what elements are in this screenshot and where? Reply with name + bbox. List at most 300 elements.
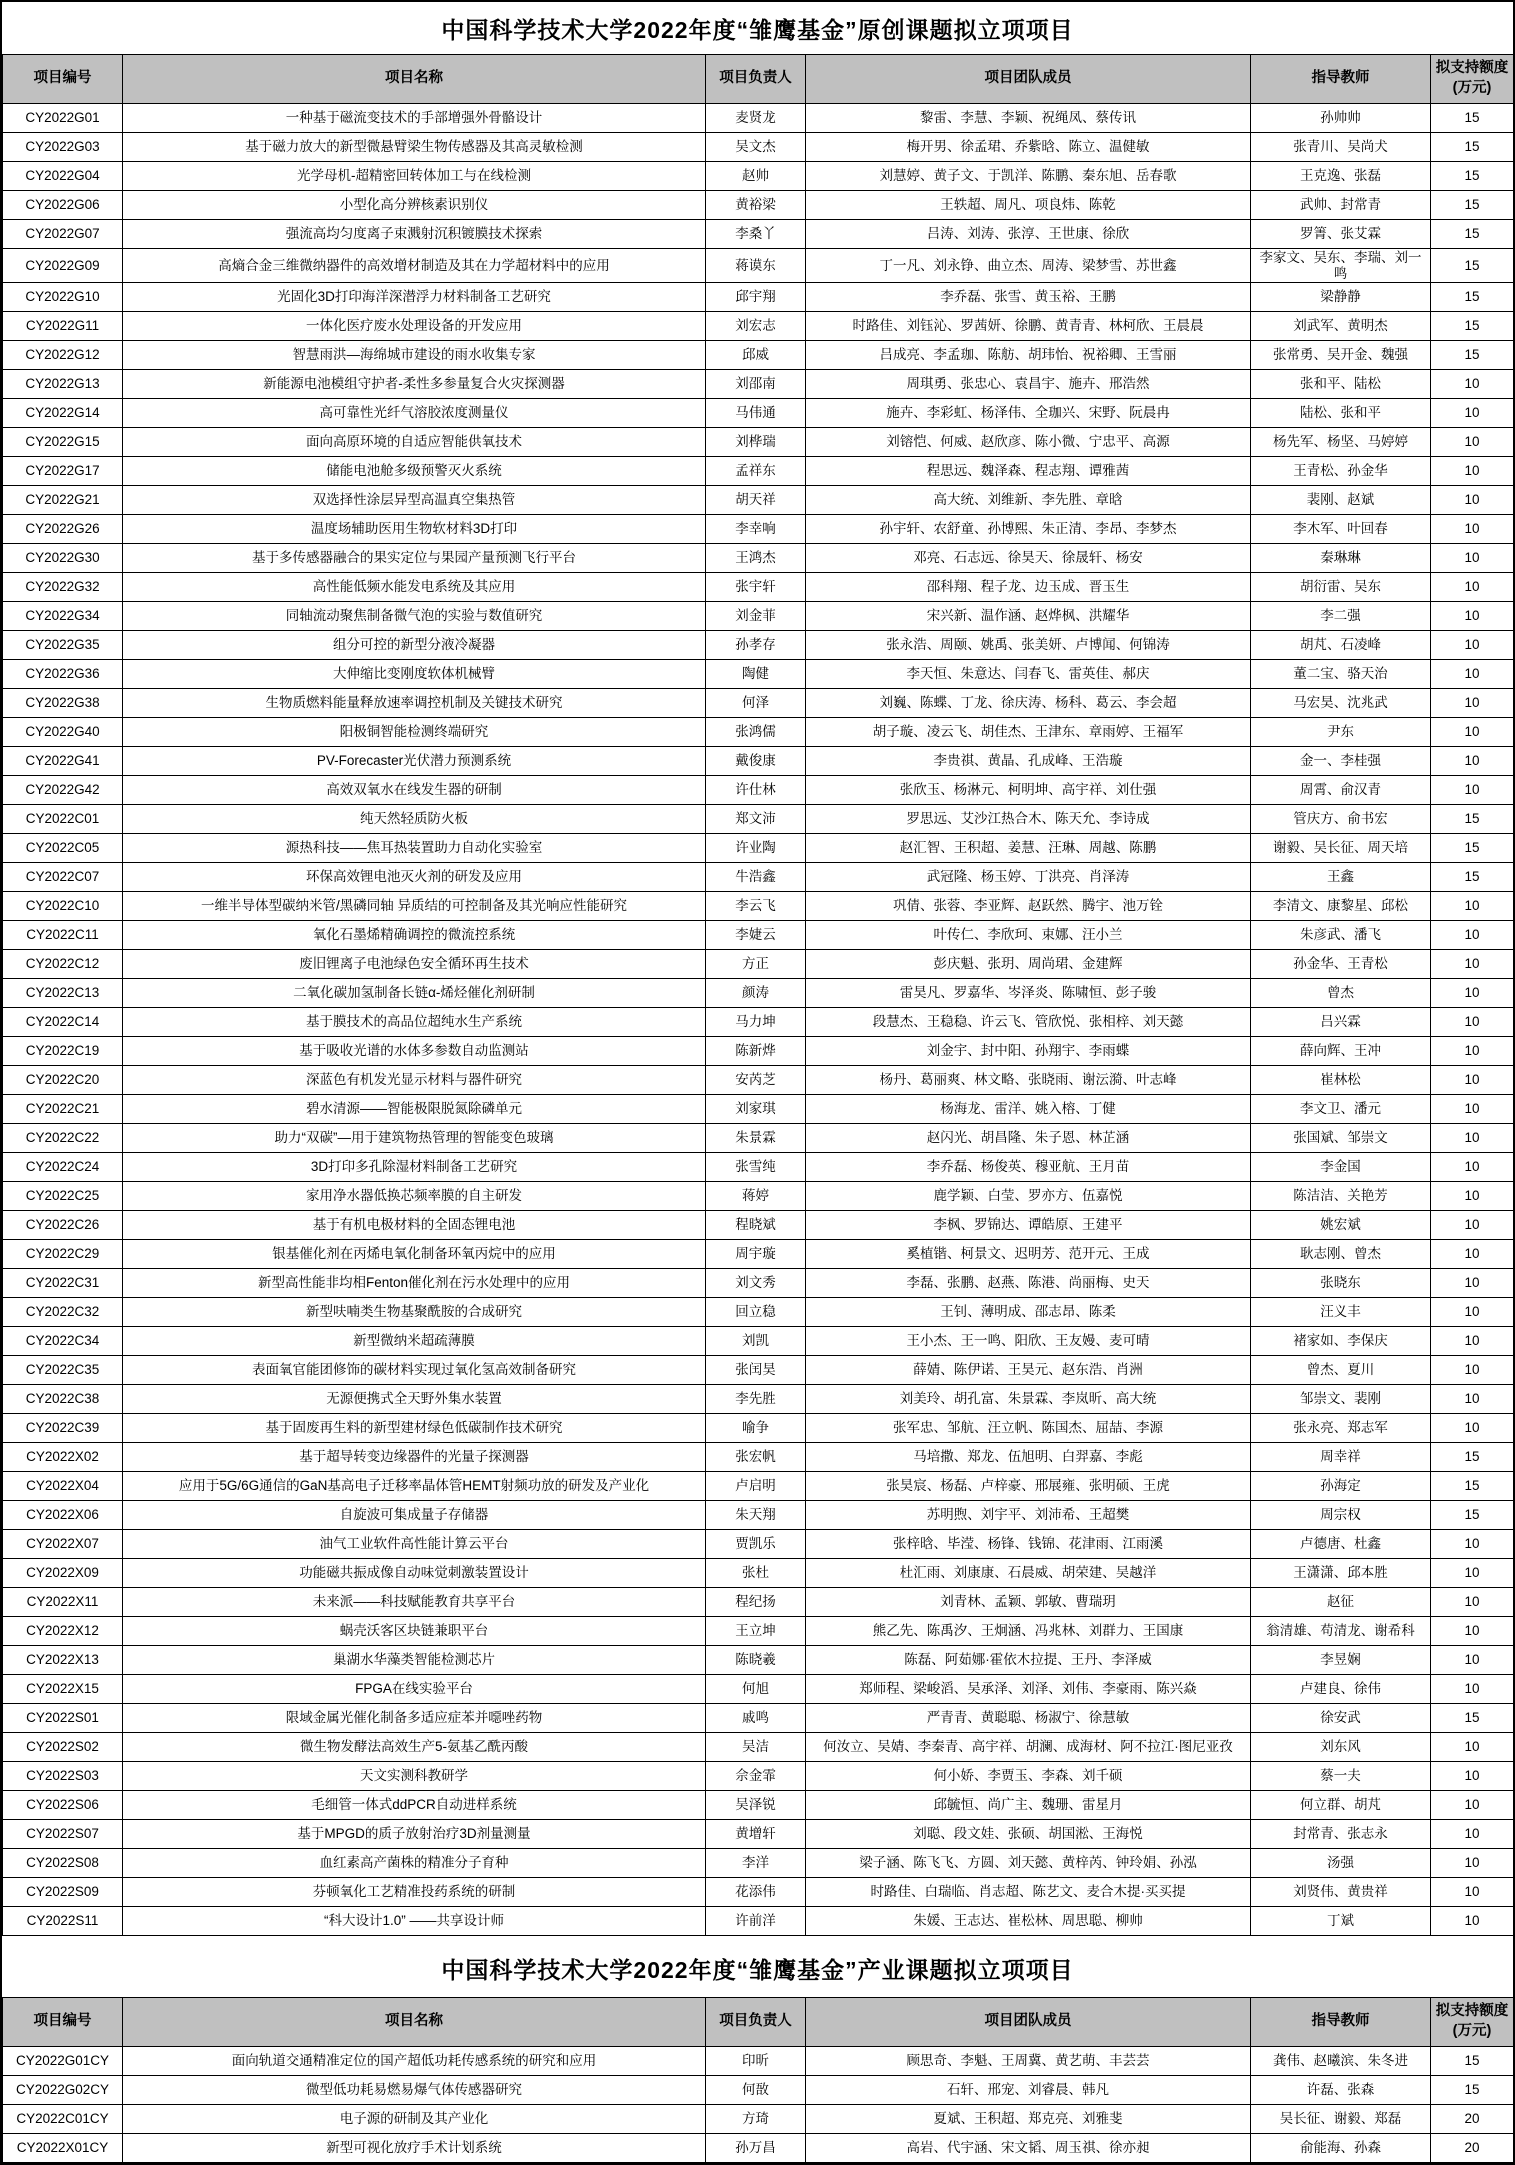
cell-project-name: 氧化石墨烯精确调控的微流控系统 xyxy=(123,921,706,950)
cell-project-id: CY2022G35 xyxy=(3,631,123,660)
cell-project-name: 无源便携式全天野外集水装置 xyxy=(123,1385,706,1414)
cell-team-members: 李贵祺、黄晶、孔成峰、王浩璇 xyxy=(806,747,1251,776)
cell-advisors: 管庆方、俞书宏 xyxy=(1251,805,1431,834)
table-row xyxy=(3,950,1514,979)
table-row xyxy=(3,1762,1514,1791)
cell-team-members: 胡子璇、凌云飞、胡佳杰、王津东、章雨婷、王福军 xyxy=(806,718,1251,747)
cell-team-members: 刘聪、段文娃、张硕、胡国淞、王海悦 xyxy=(806,1820,1251,1849)
cell-advisors: 汪义丰 xyxy=(1251,1298,1431,1327)
cell-advisors: 武帅、封常青 xyxy=(1251,191,1431,220)
table-row xyxy=(3,921,1514,950)
cell-project-id: CY2022G03 xyxy=(3,133,123,162)
cell-project-id: CY2022G15 xyxy=(3,428,123,457)
table-row xyxy=(3,2134,1514,2163)
cell-project-leader: 王立坤 xyxy=(706,1617,806,1646)
cell-amount: 15 xyxy=(1431,104,1514,133)
cell-team-members: 程思远、魏泽森、程志翔、谭雅茜 xyxy=(806,457,1251,486)
table1-body xyxy=(3,104,1514,1936)
cell-amount: 10 xyxy=(1431,892,1514,921)
cell-project-name: 组分可控的新型分液冷凝器 xyxy=(123,631,706,660)
cell-project-leader: 陈新烨 xyxy=(706,1037,806,1066)
column-header-amount: 拟支持额度(万元) xyxy=(1431,1998,1514,2047)
cell-advisors: 许磊、张森 xyxy=(1251,2076,1431,2105)
cell-project-id: CY2022G14 xyxy=(3,399,123,428)
cell-advisors: 陆松、张和平 xyxy=(1251,399,1431,428)
cell-amount: 20 xyxy=(1431,2134,1514,2163)
cell-project-id: CY2022C39 xyxy=(3,1414,123,1443)
table2-title: 中国科学技术大学2022年度“雏鹰基金”产业课题拟立项项目 xyxy=(2,1936,1513,1997)
cell-team-members: 雷昊凡、罗嘉华、岑泽炎、陈啸恒、彭子骏 xyxy=(806,979,1251,1008)
cell-project-leader: 喻争 xyxy=(706,1414,806,1443)
table2-header-row xyxy=(3,1998,1514,2047)
cell-project-id: CY2022G40 xyxy=(3,718,123,747)
cell-project-name: 深蓝色有机发光显示材料与器件研究 xyxy=(123,1066,706,1095)
column-header-project-name: 项目名称 xyxy=(123,1998,706,2047)
cell-advisors: 秦琳琳 xyxy=(1251,544,1431,573)
cell-project-name: 基于MPGD的质子放射治疗3D剂量测量 xyxy=(123,1820,706,1849)
cell-project-name: 未来派——科技赋能教育共享平台 xyxy=(123,1588,706,1617)
cell-project-leader: 安芮芝 xyxy=(706,1066,806,1095)
table-row xyxy=(3,1269,1514,1298)
cell-amount: 10 xyxy=(1431,1211,1514,1240)
cell-team-members: 邵科翔、程子龙、边玉成、晋玉生 xyxy=(806,573,1251,602)
cell-project-name: 面向轨道交通精准定位的国产超低功耗传感系统的研究和应用 xyxy=(123,2047,706,2076)
cell-amount: 15 xyxy=(1431,2047,1514,2076)
cell-project-id: CY2022G10 xyxy=(3,283,123,312)
table-row xyxy=(3,486,1514,515)
cell-team-members: 刘镕恺、何威、赵欣彦、陈小微、宁忠平、高源 xyxy=(806,428,1251,457)
cell-team-members: 郑师程、梁峻滔、吴承泽、刘泽、刘伟、李豪雨、陈兴焱 xyxy=(806,1675,1251,1704)
cell-amount: 15 xyxy=(1431,312,1514,341)
cell-team-members: 段慧杰、王稳稳、许云飞、管欣悦、张相梓、刘天懿 xyxy=(806,1008,1251,1037)
cell-amount: 10 xyxy=(1431,747,1514,776)
cell-project-name: 天文实测科教研学 xyxy=(123,1762,706,1791)
cell-project-name: 微型低功耗易燃易爆气体传感器研究 xyxy=(123,2076,706,2105)
cell-project-id: CY2022G11 xyxy=(3,312,123,341)
cell-project-name: 废旧锂离子电池绿色安全循环再生技术 xyxy=(123,950,706,979)
cell-team-members: 王钊、薄明成、邵志昂、陈柔 xyxy=(806,1298,1251,1327)
cell-advisors: 翁清雄、苟清龙、谢希科 xyxy=(1251,1617,1431,1646)
cell-project-id: CY2022C29 xyxy=(3,1240,123,1269)
column-header-project-name: 项目名称 xyxy=(123,55,706,104)
cell-project-id: CY2022X13 xyxy=(3,1646,123,1675)
cell-project-name: 生物质燃料能量释放速率调控机制及关键技术研究 xyxy=(123,689,706,718)
table1-header-row xyxy=(3,55,1514,104)
cell-project-name: 高可靠性光纤气溶胶浓度测量仪 xyxy=(123,399,706,428)
cell-advisors: 丁斌 xyxy=(1251,1907,1431,1936)
cell-amount: 10 xyxy=(1431,1414,1514,1443)
cell-team-members: 杜汇雨、刘康康、石晨威、胡荣建、吴越洋 xyxy=(806,1559,1251,1588)
cell-team-members: 张梓晗、毕滢、杨锋、钱锦、花津雨、江雨溪 xyxy=(806,1530,1251,1559)
cell-amount: 10 xyxy=(1431,1385,1514,1414)
cell-project-name: 功能磁共振成像自动味觉刺激装置设计 xyxy=(123,1559,706,1588)
cell-project-name: 一维半导体型碳纳米管/黑磷同轴 异质结的可控制备及其光响应性能研究 xyxy=(123,892,706,921)
cell-project-id: CY2022G02CY xyxy=(3,2076,123,2105)
table-row xyxy=(3,1675,1514,1704)
cell-project-leader: 孟祥东 xyxy=(706,457,806,486)
table-row xyxy=(3,428,1514,457)
cell-project-name: “科大设计1.0” ——共享设计师 xyxy=(123,1907,706,1936)
cell-amount: 10 xyxy=(1431,1298,1514,1327)
cell-project-id: CY2022C21 xyxy=(3,1095,123,1124)
cell-project-leader: 李云飞 xyxy=(706,892,806,921)
table-row xyxy=(3,1095,1514,1124)
cell-project-name: 基于固废再生料的新型建材绿色低碳制作技术研究 xyxy=(123,1414,706,1443)
cell-amount: 10 xyxy=(1431,979,1514,1008)
cell-project-name: 基于吸收光谱的水体多参数自动监测站 xyxy=(123,1037,706,1066)
cell-project-id: CY2022C13 xyxy=(3,979,123,1008)
table-row xyxy=(3,312,1514,341)
cell-project-name: 基于膜技术的高品位超纯水生产系统 xyxy=(123,1008,706,1037)
cell-project-leader: 刘宏志 xyxy=(706,312,806,341)
cell-team-members: 邓亮、石志远、徐昊天、徐晟轩、杨安 xyxy=(806,544,1251,573)
cell-advisors: 王克逸、张磊 xyxy=(1251,162,1431,191)
cell-project-id: CY2022G32 xyxy=(3,573,123,602)
cell-project-leader: 王鸿杰 xyxy=(706,544,806,573)
cell-project-name: 油气工业软件高性能计算云平台 xyxy=(123,1530,706,1559)
cell-team-members: 夏斌、王积超、郑克亮、刘雅斐 xyxy=(806,2105,1251,2134)
cell-advisors: 刘东风 xyxy=(1251,1733,1431,1762)
cell-project-id: CY2022G21 xyxy=(3,486,123,515)
cell-project-leader: 许业陶 xyxy=(706,834,806,863)
cell-amount: 15 xyxy=(1431,834,1514,863)
cell-project-leader: 李幸响 xyxy=(706,515,806,544)
cell-advisors: 卢建良、徐伟 xyxy=(1251,1675,1431,1704)
cell-project-leader: 朱天翔 xyxy=(706,1501,806,1530)
cell-advisors: 胡芃、石凌峰 xyxy=(1251,631,1431,660)
table-row xyxy=(3,1472,1514,1501)
table-row xyxy=(3,1385,1514,1414)
cell-amount: 10 xyxy=(1431,1559,1514,1588)
cell-project-id: CY2022C12 xyxy=(3,950,123,979)
cell-amount: 10 xyxy=(1431,1037,1514,1066)
cell-team-members: 陈磊、阿茹娜·霍依木拉提、王丹、李泽威 xyxy=(806,1646,1251,1675)
table-row xyxy=(3,1443,1514,1472)
cell-team-members: 彭庆魁、张玥、周尚珺、金建辉 xyxy=(806,950,1251,979)
cell-advisors: 薛向辉、王冲 xyxy=(1251,1037,1431,1066)
cell-project-id: CY2022G12 xyxy=(3,341,123,370)
cell-project-name: FPGA在线实验平台 xyxy=(123,1675,706,1704)
cell-amount: 10 xyxy=(1431,950,1514,979)
cell-project-id: CY2022X06 xyxy=(3,1501,123,1530)
cell-project-id: CY2022G04 xyxy=(3,162,123,191)
cell-team-members: 赵闪光、胡昌隆、朱子恩、林芷涵 xyxy=(806,1124,1251,1153)
cell-project-leader: 刘邵南 xyxy=(706,370,806,399)
cell-team-members: 李磊、张鹏、赵燕、陈港、尚丽梅、史天 xyxy=(806,1269,1251,1298)
cell-project-leader: 佘金霏 xyxy=(706,1762,806,1791)
table-row xyxy=(3,370,1514,399)
cell-advisors: 朱彦武、潘飞 xyxy=(1251,921,1431,950)
cell-project-id: CY2022C20 xyxy=(3,1066,123,1095)
cell-advisors: 裴刚、赵斌 xyxy=(1251,486,1431,515)
table-row xyxy=(3,1588,1514,1617)
cell-advisors: 卢德唐、杜鑫 xyxy=(1251,1530,1431,1559)
table-row xyxy=(3,544,1514,573)
table-row xyxy=(3,1066,1514,1095)
cell-team-members: 周琪勇、张忠心、袁昌宇、施卉、邢浩然 xyxy=(806,370,1251,399)
cell-project-name: 二氧化碳加氢制备长链α-烯烃催化剂研制 xyxy=(123,979,706,1008)
cell-project-name: 光学母机-超精密回转体加工与在线检测 xyxy=(123,162,706,191)
cell-project-name: 双选择性涂层异型高温真空集热管 xyxy=(123,486,706,515)
cell-advisors: 张常勇、吴开金、魏强 xyxy=(1251,341,1431,370)
cell-project-leader: 方正 xyxy=(706,950,806,979)
cell-advisors: 张和平、陆松 xyxy=(1251,370,1431,399)
cell-amount: 15 xyxy=(1431,283,1514,312)
table-row xyxy=(3,892,1514,921)
cell-project-id: CY2022S11 xyxy=(3,1907,123,1936)
cell-team-members: 邱毓恒、尚广主、魏珊、雷星月 xyxy=(806,1791,1251,1820)
cell-amount: 15 xyxy=(1431,162,1514,191)
cell-team-members: 朱媛、王志达、崔松林、周思聪、柳帅 xyxy=(806,1907,1251,1936)
table2-body xyxy=(3,2047,1514,2163)
cell-team-members: 吕涛、刘涛、张淳、王世康、徐欣 xyxy=(806,220,1251,249)
cell-advisors: 刘武军、黄明杰 xyxy=(1251,312,1431,341)
table-row xyxy=(3,573,1514,602)
cell-project-id: CY2022C19 xyxy=(3,1037,123,1066)
cell-advisors: 赵征 xyxy=(1251,1588,1431,1617)
cell-project-leader: 刘桦瑞 xyxy=(706,428,806,457)
cell-project-leader: 蒋婷 xyxy=(706,1182,806,1211)
table-row xyxy=(3,1791,1514,1820)
cell-amount: 10 xyxy=(1431,718,1514,747)
table-row xyxy=(3,104,1514,133)
cell-project-id: CY2022C10 xyxy=(3,892,123,921)
cell-project-leader: 邱宇翔 xyxy=(706,283,806,312)
cell-team-members: 张军忠、邹航、汪立帆、陈国杰、屈喆、李源 xyxy=(806,1414,1251,1443)
cell-team-members: 杨海龙、雷洋、姚入榕、丁健 xyxy=(806,1095,1251,1124)
cell-project-name: 3D打印多孔除湿材料制备工艺研究 xyxy=(123,1153,706,1182)
cell-project-name: PV-Forecaster光伏潜力预测系统 xyxy=(123,747,706,776)
cell-advisors: 龚伟、赵曦滨、朱冬进 xyxy=(1251,2047,1431,2076)
cell-project-leader: 李洋 xyxy=(706,1849,806,1878)
cell-team-members: 薛婧、陈伊诺、王昊元、赵东浩、肖洲 xyxy=(806,1356,1251,1385)
cell-project-id: CY2022C34 xyxy=(3,1327,123,1356)
cell-project-id: CY2022S09 xyxy=(3,1878,123,1907)
cell-advisors: 蔡一夫 xyxy=(1251,1762,1431,1791)
cell-project-id: CY2022S08 xyxy=(3,1849,123,1878)
table-row xyxy=(3,1704,1514,1733)
cell-advisors: 李家文、吴东、李瑞、刘一鸣 xyxy=(1251,249,1431,283)
table-row xyxy=(3,1617,1514,1646)
cell-advisors: 谢毅、吴长征、周天培 xyxy=(1251,834,1431,863)
cell-amount: 15 xyxy=(1431,220,1514,249)
cell-project-id: CY2022C25 xyxy=(3,1182,123,1211)
table-row xyxy=(3,863,1514,892)
cell-advisors: 耿志刚、曾杰 xyxy=(1251,1240,1431,1269)
cell-amount: 15 xyxy=(1431,1704,1514,1733)
column-header-project-id: 项目编号 xyxy=(3,1998,123,2047)
cell-project-id: CY2022C01 xyxy=(3,805,123,834)
table-row xyxy=(3,1559,1514,1588)
table-row xyxy=(3,399,1514,428)
cell-amount: 15 xyxy=(1431,2076,1514,2105)
cell-project-name: 助力“双碳”—用于建筑物热管理的智能变色玻璃 xyxy=(123,1124,706,1153)
cell-advisors: 周霄、俞汉青 xyxy=(1251,776,1431,805)
cell-project-id: CY2022C05 xyxy=(3,834,123,863)
cell-advisors: 李金国 xyxy=(1251,1153,1431,1182)
cell-project-id: CY2022S03 xyxy=(3,1762,123,1791)
cell-project-name: 高效双氧水在线发生器的研制 xyxy=(123,776,706,805)
cell-project-name: 碧水清源——智能极限脱氮除磷单元 xyxy=(123,1095,706,1124)
cell-project-id: CY2022X02 xyxy=(3,1443,123,1472)
cell-amount: 10 xyxy=(1431,428,1514,457)
cell-project-id: CY2022C01CY xyxy=(3,2105,123,2134)
cell-advisors: 吕兴霖 xyxy=(1251,1008,1431,1037)
table-row xyxy=(3,979,1514,1008)
table-row xyxy=(3,1298,1514,1327)
cell-team-members: 熊乙先、陈禹汐、王炯涵、冯兆林、刘群力、王国康 xyxy=(806,1617,1251,1646)
cell-amount: 10 xyxy=(1431,1356,1514,1385)
cell-project-leader: 卢启明 xyxy=(706,1472,806,1501)
cell-project-name: 巢湖水华藻类智能检测芯片 xyxy=(123,1646,706,1675)
cell-advisors: 褚家如、李保庆 xyxy=(1251,1327,1431,1356)
cell-advisors: 李二强 xyxy=(1251,602,1431,631)
cell-project-leader: 吴泽锐 xyxy=(706,1791,806,1820)
cell-team-members: 巩倩、张蓉、李亚辉、赵跃然、腾宇、池万铨 xyxy=(806,892,1251,921)
cell-project-name: 新型可视化放疗手术计划系统 xyxy=(123,2134,706,2163)
cell-team-members: 赵汇智、王积超、姜慧、汪琳、周越、陈鹏 xyxy=(806,834,1251,863)
cell-amount: 10 xyxy=(1431,1588,1514,1617)
table-row xyxy=(3,1820,1514,1849)
cell-amount: 10 xyxy=(1431,921,1514,950)
cell-project-id: CY2022X11 xyxy=(3,1588,123,1617)
cell-project-leader: 赵帅 xyxy=(706,162,806,191)
cell-team-members: 施卉、李彩虹、杨泽伟、全珈兴、宋野、阮晨冉 xyxy=(806,399,1251,428)
table-row xyxy=(3,515,1514,544)
cell-project-name: 强流高均匀度离子束溅射沉积镀膜技术探索 xyxy=(123,220,706,249)
table-row xyxy=(3,133,1514,162)
table-row xyxy=(3,1327,1514,1356)
cell-project-name: 新型高性能非均相Fenton催化剂在污水处理中的应用 xyxy=(123,1269,706,1298)
cell-project-leader: 颜涛 xyxy=(706,979,806,1008)
cell-advisors: 王潇潇、邱本胜 xyxy=(1251,1559,1431,1588)
cell-amount: 15 xyxy=(1431,1501,1514,1530)
cell-project-leader: 戴俊康 xyxy=(706,747,806,776)
cell-advisors: 张永亮、郑志军 xyxy=(1251,1414,1431,1443)
cell-amount: 15 xyxy=(1431,133,1514,162)
cell-project-name: 基于有机电极材料的全固态锂电池 xyxy=(123,1211,706,1240)
table-row xyxy=(3,1124,1514,1153)
cell-team-members: 刘金宇、封中阳、孙翔宇、李雨蝶 xyxy=(806,1037,1251,1066)
table-row xyxy=(3,457,1514,486)
cell-amount: 10 xyxy=(1431,1733,1514,1762)
cell-project-leader: 胡天祥 xyxy=(706,486,806,515)
cell-team-members: 严青青、黄聪聪、杨淑宁、徐慧敏 xyxy=(806,1704,1251,1733)
table-row xyxy=(3,747,1514,776)
cell-advisors: 罗箐、张艾霖 xyxy=(1251,220,1431,249)
cell-project-leader: 刘凯 xyxy=(706,1327,806,1356)
table-row xyxy=(3,1356,1514,1385)
cell-project-leader: 牛浩鑫 xyxy=(706,863,806,892)
table1-title: 中国科学技术大学2022年度“雏鹰基金”原创课题拟立项项目 xyxy=(2,2,1513,54)
cell-amount: 15 xyxy=(1431,249,1514,283)
table-row xyxy=(3,1733,1514,1762)
cell-advisors: 曾杰 xyxy=(1251,979,1431,1008)
table-row xyxy=(3,1907,1514,1936)
cell-project-id: CY2022C32 xyxy=(3,1298,123,1327)
cell-project-id: CY2022X15 xyxy=(3,1675,123,1704)
cell-amount: 10 xyxy=(1431,1124,1514,1153)
cell-project-leader: 张杜 xyxy=(706,1559,806,1588)
table-row xyxy=(3,1530,1514,1559)
cell-team-members: 李乔磊、杨俊英、穆亚航、王月苗 xyxy=(806,1153,1251,1182)
cell-advisors: 王青松、孙金华 xyxy=(1251,457,1431,486)
cell-amount: 10 xyxy=(1431,631,1514,660)
cell-project-leader: 张宏帆 xyxy=(706,1443,806,1472)
table-row xyxy=(3,283,1514,312)
cell-team-members: 丁一凡、刘永铮、曲立杰、周涛、梁梦雪、苏世鑫 xyxy=(806,249,1251,283)
table-row xyxy=(3,249,1514,283)
cell-project-id: CY2022X09 xyxy=(3,1559,123,1588)
cell-project-leader: 黄增轩 xyxy=(706,1820,806,1849)
cell-project-id: CY2022G07 xyxy=(3,220,123,249)
cell-project-id: CY2022G42 xyxy=(3,776,123,805)
cell-project-name: 同轴流动聚焦制备微气泡的实验与数值研究 xyxy=(123,602,706,631)
cell-team-members: 张昊宸、杨磊、卢梓豪、邢展雍、张明硕、王虎 xyxy=(806,1472,1251,1501)
cell-amount: 10 xyxy=(1431,1327,1514,1356)
cell-project-leader: 李先胜 xyxy=(706,1385,806,1414)
cell-amount: 15 xyxy=(1431,1443,1514,1472)
cell-amount: 10 xyxy=(1431,1182,1514,1211)
cell-project-id: CY2022G06 xyxy=(3,191,123,220)
cell-project-leader: 许仕林 xyxy=(706,776,806,805)
cell-project-id: CY2022C26 xyxy=(3,1211,123,1240)
table-row xyxy=(3,1182,1514,1211)
cell-project-leader: 马力坤 xyxy=(706,1008,806,1037)
cell-advisors: 杨先军、杨坚、马婷婷 xyxy=(1251,428,1431,457)
cell-project-name: 微生物发酵法高效生产5-氨基乙酰丙酸 xyxy=(123,1733,706,1762)
column-header-amount: 拟支持额度(万元) xyxy=(1431,55,1514,104)
cell-project-name: 新型呋喃类生物基聚酰胺的合成研究 xyxy=(123,1298,706,1327)
cell-project-name: 新能源电池模组守护者-柔性多参量复合火灾探测器 xyxy=(123,370,706,399)
table-row xyxy=(3,341,1514,370)
cell-project-leader: 何旭 xyxy=(706,1675,806,1704)
table-row xyxy=(3,162,1514,191)
cell-project-name: 源热科技——焦耳热装置助力自动化实验室 xyxy=(123,834,706,863)
cell-amount: 15 xyxy=(1431,341,1514,370)
cell-project-leader: 陶健 xyxy=(706,660,806,689)
cell-amount: 10 xyxy=(1431,776,1514,805)
cell-team-members: 顾思奇、李魁、王周冀、黄艺萌、丰芸芸 xyxy=(806,2047,1251,2076)
cell-project-name: 电子源的研制及其产业化 xyxy=(123,2105,706,2134)
table-row xyxy=(3,1646,1514,1675)
cell-advisors: 金一、李桂强 xyxy=(1251,747,1431,776)
table-row xyxy=(3,1414,1514,1443)
cell-project-leader: 回立稳 xyxy=(706,1298,806,1327)
cell-team-members: 孙宇轩、农舒童、孙博熙、朱正清、李昂、李梦杰 xyxy=(806,515,1251,544)
table-row xyxy=(3,834,1514,863)
cell-project-name: 阳极铜智能检测终端研究 xyxy=(123,718,706,747)
table-row xyxy=(3,1878,1514,1907)
cell-project-id: CY2022G17 xyxy=(3,457,123,486)
cell-team-members: 吕成亮、李孟珈、陈舫、胡玮怡、祝裕卿、王雪丽 xyxy=(806,341,1251,370)
cell-advisors: 陈洁洁、关艳芳 xyxy=(1251,1182,1431,1211)
cell-amount: 15 xyxy=(1431,805,1514,834)
cell-project-leader: 郑文沛 xyxy=(706,805,806,834)
cell-project-id: CY2022S02 xyxy=(3,1733,123,1762)
cell-project-name: 蜗壳沃客区块链兼职平台 xyxy=(123,1617,706,1646)
cell-amount: 10 xyxy=(1431,1675,1514,1704)
cell-project-id: CY2022C31 xyxy=(3,1269,123,1298)
cell-project-name: 限域金属光催化制备多适应症苯并噁唑药物 xyxy=(123,1704,706,1733)
column-header-project-leader: 项目负责人 xyxy=(706,55,806,104)
cell-project-leader: 孙孝存 xyxy=(706,631,806,660)
cell-advisors: 张晓东 xyxy=(1251,1269,1431,1298)
cell-project-leader: 程晓斌 xyxy=(706,1211,806,1240)
cell-project-id: CY2022S06 xyxy=(3,1791,123,1820)
cell-project-id: CY2022G09 xyxy=(3,249,123,283)
cell-team-members: 李乔磊、张雪、黄玉裕、王鹏 xyxy=(806,283,1251,312)
